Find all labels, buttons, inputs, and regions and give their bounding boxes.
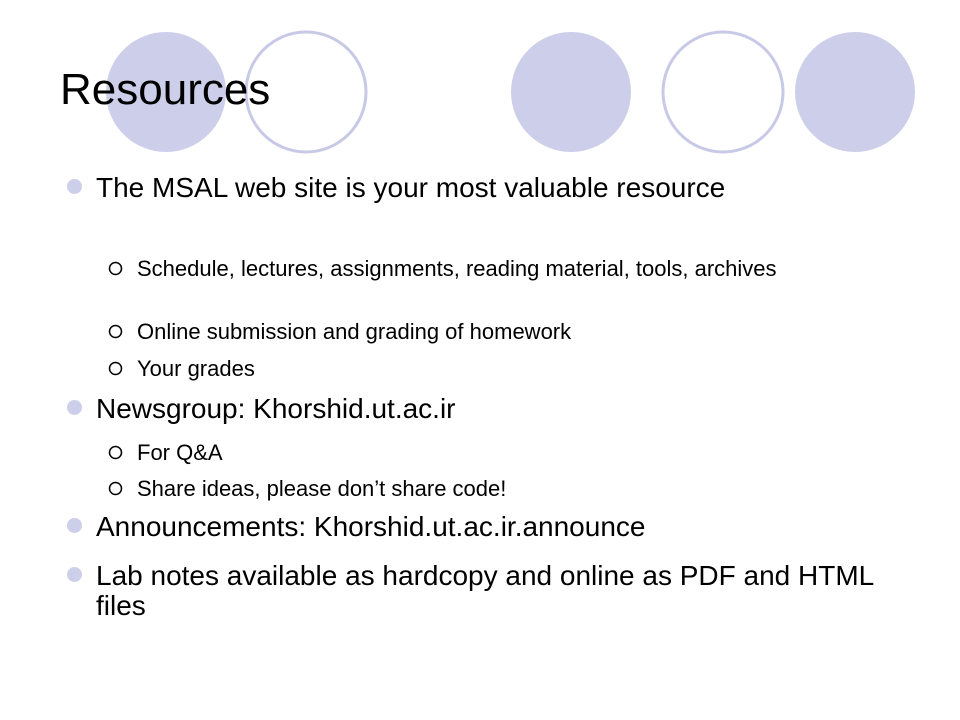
subbullet-text: Schedule, lectures, assignments, reading material, tools, archives xyxy=(137,256,777,281)
hollow-circle-icon xyxy=(108,361,123,376)
subbullet-item xyxy=(137,356,827,381)
hollow-circle-icon xyxy=(108,481,123,496)
bullet-item xyxy=(96,561,896,621)
bullet-text: Lab notes available as hardcopy and online as PDF and HTML files xyxy=(96,560,874,621)
filled-circle-icon xyxy=(67,179,82,194)
decor-circle-filled-2 xyxy=(511,32,631,152)
hollow-circle-icon xyxy=(108,445,123,460)
bullet-item xyxy=(96,394,896,424)
bullet-text: Newsgroup: Khorshid.ut.ac.ir xyxy=(96,393,456,424)
filled-circle-icon xyxy=(67,400,82,415)
subbullet-item xyxy=(137,319,827,344)
subbullet-item xyxy=(137,440,827,465)
slide-title: Resources xyxy=(60,65,271,114)
subbullet-item xyxy=(137,256,827,281)
subbullet-item xyxy=(137,476,827,501)
bullet-text: Announcements: Khorshid.ut.ac.ir.announce xyxy=(96,511,646,542)
hollow-circle-icon xyxy=(108,261,123,276)
subbullet-text: Online submission and grading of homework xyxy=(137,319,572,344)
filled-circle-icon xyxy=(67,567,82,582)
filled-circle-icon xyxy=(67,518,82,533)
decor-circle-filled-3 xyxy=(795,32,915,152)
subbullet-text: For Q&A xyxy=(137,440,223,465)
subbullet-text: Your grades xyxy=(137,356,255,381)
bullet-text: The MSAL web site is your most valuable resource xyxy=(96,172,726,203)
subbullet-text: Share ideas, please don’t share code! xyxy=(137,476,507,501)
hollow-circle-icon xyxy=(108,324,123,339)
bullet-item xyxy=(96,173,896,203)
decor-circle-outline-2 xyxy=(663,32,783,152)
bullet-item xyxy=(96,512,896,542)
